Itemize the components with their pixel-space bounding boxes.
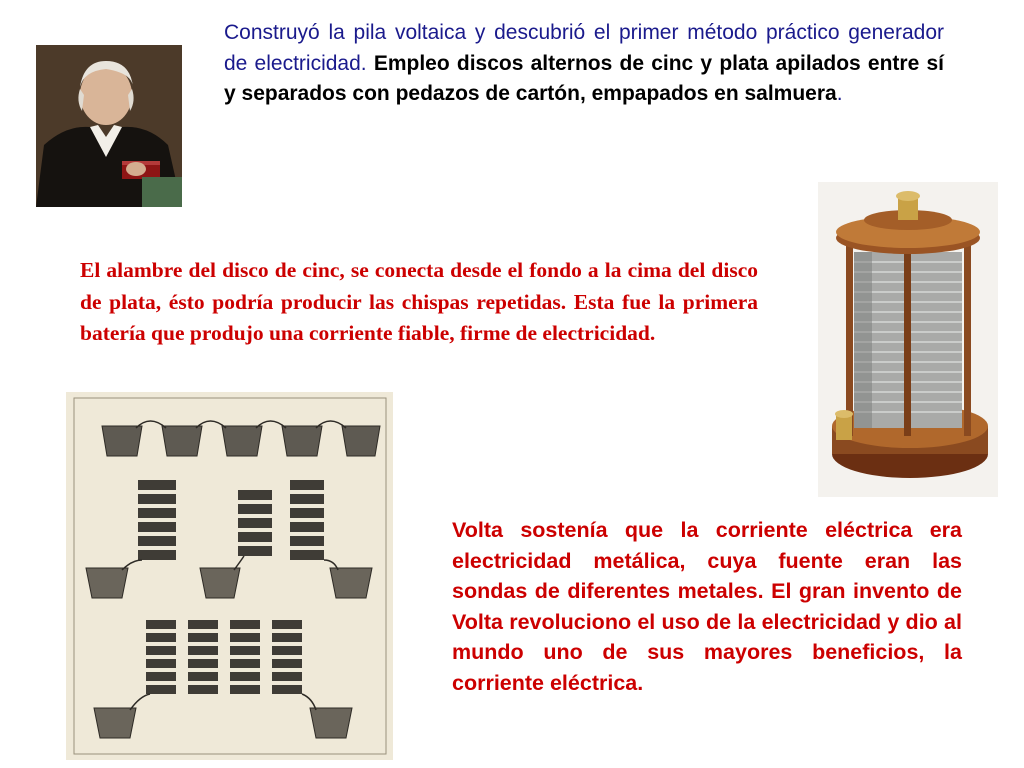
voltaic-pile-photo [818, 182, 998, 497]
engraving-of-voltaic-piles [66, 392, 393, 760]
zinc-wire-paragraph: El alambre del disco de cinc, se conecta desde el fondo a la cima del disco de plata, ésto podría producir las chispas repetidas. Esta fue la primera batería que produjo una corriente fiable, firme de electricidad. [80, 258, 758, 345]
intro-sentence-1: Construyó la pila voltaica y descubrió el primer método práctico generador de electricidad. [224, 21, 944, 75]
intro-sentence-2: Empleo discos alternos de cinc y plata apilados entre sí y separados con pedazos de cartón, empapados en salmuera [224, 51, 944, 105]
portrait-of-volta [36, 45, 182, 207]
intro-paragraph [224, 18, 944, 110]
intro-period: . [836, 82, 843, 105]
volta-theory-paragraph: Volta sostenía que la corriente eléctrica era electricidad metálica, cuya fuente eran las sondas de diferentes metales. El gran invento de Volta revoluciono el uso de la electricidad y dio al mundo uno de sus mayores beneficios, la corriente eléctrica. [452, 518, 962, 695]
